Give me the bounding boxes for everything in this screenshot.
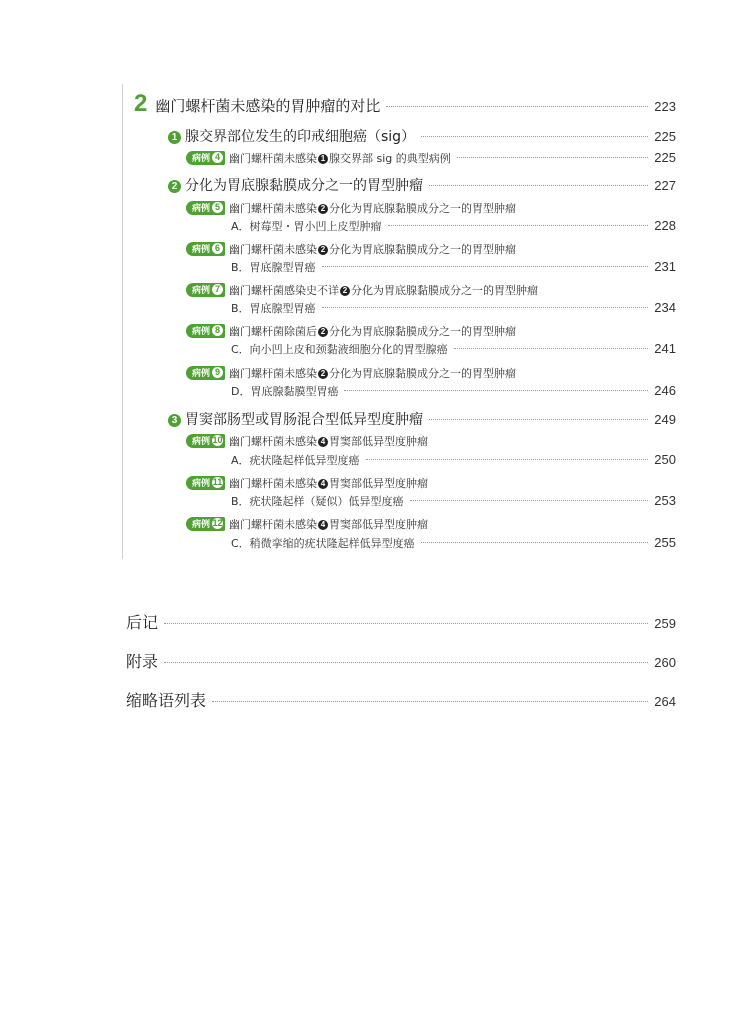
toc-case-6-detail[interactable]	[231, 259, 676, 275]
case-number: 6	[212, 243, 223, 254]
case-detail: B．胃底腺型胃癌	[231, 261, 316, 274]
case-badge: 病例 8	[186, 324, 225, 338]
leader-dots	[421, 542, 649, 543]
case-title: 幽门螺杆菌未感染 4 胃窦部低异型度肿瘤	[229, 435, 429, 448]
page-number: 259	[654, 616, 676, 631]
case-detail: A．树莓型・胃小凹上皮型肿瘤	[231, 220, 382, 233]
page-number: 225	[654, 150, 676, 165]
circled-number-icon: 2	[318, 327, 328, 337]
case-number: 10	[212, 435, 223, 445]
toc-case-5[interactable]	[186, 200, 516, 216]
toc-case-10-detail[interactable]	[231, 452, 676, 468]
toc-subsection-1[interactable]	[168, 126, 676, 146]
circled-number-icon: 4	[318, 437, 328, 447]
section-title: 幽门螺杆菌未感染的胃肿瘤的对比	[155, 97, 381, 115]
toc-back-afterword[interactable]	[126, 610, 676, 633]
leader-dots	[429, 419, 648, 420]
toc-subsection-2[interactable]	[168, 175, 676, 195]
toc-case-6[interactable]	[186, 241, 516, 257]
case-title: 幽门螺杆菌感染史不详 2 分化为胃底腺黏膜成分之一的胃型肿瘤	[229, 284, 539, 297]
case-detail: A．疣状隆起样低异型度癌	[231, 454, 360, 467]
page-number: 225	[654, 129, 676, 144]
toc-case-5-detail[interactable]	[231, 218, 676, 234]
case-number: 11	[212, 477, 223, 487]
toc-case-10[interactable]	[186, 433, 428, 449]
leader-dots	[410, 500, 649, 501]
subsection-number-badge: 3	[168, 414, 181, 427]
toc-case-11[interactable]	[186, 475, 428, 491]
toc-back-abbreviations[interactable]	[126, 688, 676, 711]
case-title: 幽门螺杆菌未感染 2 分化为胃底腺黏膜成分之一的胃型肿瘤	[229, 243, 517, 256]
case-detail: B．胃底腺型胃癌	[231, 302, 316, 315]
leader-dots	[322, 307, 649, 308]
circled-number-icon: 4	[318, 520, 328, 530]
page-number: 255	[654, 535, 676, 550]
case-number: 5	[212, 202, 223, 213]
leader-dots	[454, 348, 649, 349]
case-title: 幽门螺杆菌未感染 1 腺交界部 sig 的典型病例	[229, 152, 451, 165]
circled-number-icon: 2	[318, 245, 328, 255]
leader-dots	[429, 185, 648, 186]
page-number: 227	[654, 178, 676, 193]
toc-section-2[interactable]	[134, 90, 676, 118]
back-matter-title: 附录	[126, 652, 159, 671]
case-detail: B．疣状隆起样（疑似）低异型度癌	[231, 495, 404, 508]
page-number: 250	[654, 452, 676, 467]
back-matter-title: 缩略语列表	[126, 691, 207, 710]
toc-case-8[interactable]	[186, 323, 516, 339]
toc-case-9[interactable]	[186, 365, 516, 381]
case-detail: D．胃底腺黏膜型胃癌	[231, 385, 339, 398]
circled-number-icon: 2	[318, 369, 328, 379]
case-badge: 病例 9	[186, 366, 225, 380]
toc-case-8-detail[interactable]	[231, 341, 676, 357]
toc-case-4[interactable]	[186, 150, 676, 166]
case-badge: 病例 10	[186, 434, 225, 448]
subsection-number-badge: 1	[168, 131, 181, 144]
case-title: 幽门螺杆菌除菌后 2 分化为胃底腺黏膜成分之一的胃型肿瘤	[229, 325, 517, 338]
case-badge: 病例 12	[186, 517, 225, 531]
subsection-title: 腺交界部位发生的印戒细胞癌（sig）	[185, 129, 416, 145]
page-number: 228	[654, 218, 676, 233]
leader-dots	[164, 623, 648, 624]
leader-dots	[164, 662, 648, 663]
toc-case-9-detail[interactable]	[231, 383, 676, 399]
case-detail: C．稍微挛缩的疣状隆起样低异型度癌	[231, 537, 415, 550]
page-number: 264	[654, 694, 676, 709]
case-title: 幽门螺杆菌未感染 2 分化为胃底腺黏膜成分之一的胃型肿瘤	[229, 202, 517, 215]
leader-dots	[386, 106, 648, 107]
circled-number-icon: 4	[318, 479, 328, 489]
case-title: 幽门螺杆菌未感染 4 胃窦部低异型度肿瘤	[229, 518, 429, 531]
case-badge: 病例 7	[186, 283, 225, 297]
leader-dots	[344, 390, 648, 391]
toc-case-7[interactable]	[186, 282, 538, 298]
subsection-title: 胃窦部肠型或胃肠混合型低异型度肿瘤	[185, 412, 423, 428]
toc-case-7-detail[interactable]	[231, 300, 676, 316]
page-number: 260	[654, 655, 676, 670]
page-number: 249	[654, 412, 676, 427]
page-number: 234	[654, 300, 676, 315]
case-number: 9	[212, 367, 223, 378]
margin-rule	[122, 84, 123, 559]
circled-number-icon: 1	[318, 154, 328, 164]
case-number: 12	[212, 518, 223, 528]
page-number: 241	[654, 341, 676, 356]
case-badge: 病例 6	[186, 242, 225, 256]
page-number: 246	[654, 383, 676, 398]
case-badge: 病例 4	[186, 151, 225, 165]
leader-dots	[366, 459, 649, 460]
page-number: 223	[654, 99, 676, 114]
leader-dots	[421, 136, 648, 137]
toc-case-12[interactable]	[186, 516, 428, 532]
subsection-number-badge: 2	[168, 180, 181, 193]
case-detail: C．向小凹上皮和颈黏液细胞分化的胃型腺癌	[231, 343, 448, 356]
leader-dots	[457, 157, 649, 158]
toc-back-appendix[interactable]	[126, 649, 676, 672]
case-badge: 病例 5	[186, 201, 225, 215]
case-title: 幽门螺杆菌未感染 2 分化为胃底腺黏膜成分之一的胃型肿瘤	[229, 367, 517, 380]
subsection-title: 分化为胃底腺黏膜成分之一的胃型肿瘤	[185, 178, 423, 194]
section-number: 2	[134, 90, 148, 117]
case-title: 幽门螺杆菌未感染 4 胃窦部低异型度肿瘤	[229, 477, 429, 490]
circled-number-icon: 2	[340, 286, 350, 296]
toc-subsection-3[interactable]	[168, 409, 676, 429]
page-number: 231	[654, 259, 676, 274]
page-number: 253	[654, 493, 676, 508]
toc-case-12-detail[interactable]	[231, 535, 676, 551]
case-number: 4	[212, 152, 223, 163]
case-number: 8	[212, 325, 223, 336]
leader-dots	[322, 266, 649, 267]
back-matter-title: 后记	[126, 613, 159, 632]
leader-dots	[388, 225, 649, 226]
case-badge: 病例 11	[186, 476, 225, 490]
circled-number-icon: 2	[318, 204, 328, 214]
case-number: 7	[212, 284, 223, 295]
toc-case-11-detail[interactable]	[231, 493, 676, 509]
leader-dots	[212, 701, 648, 702]
